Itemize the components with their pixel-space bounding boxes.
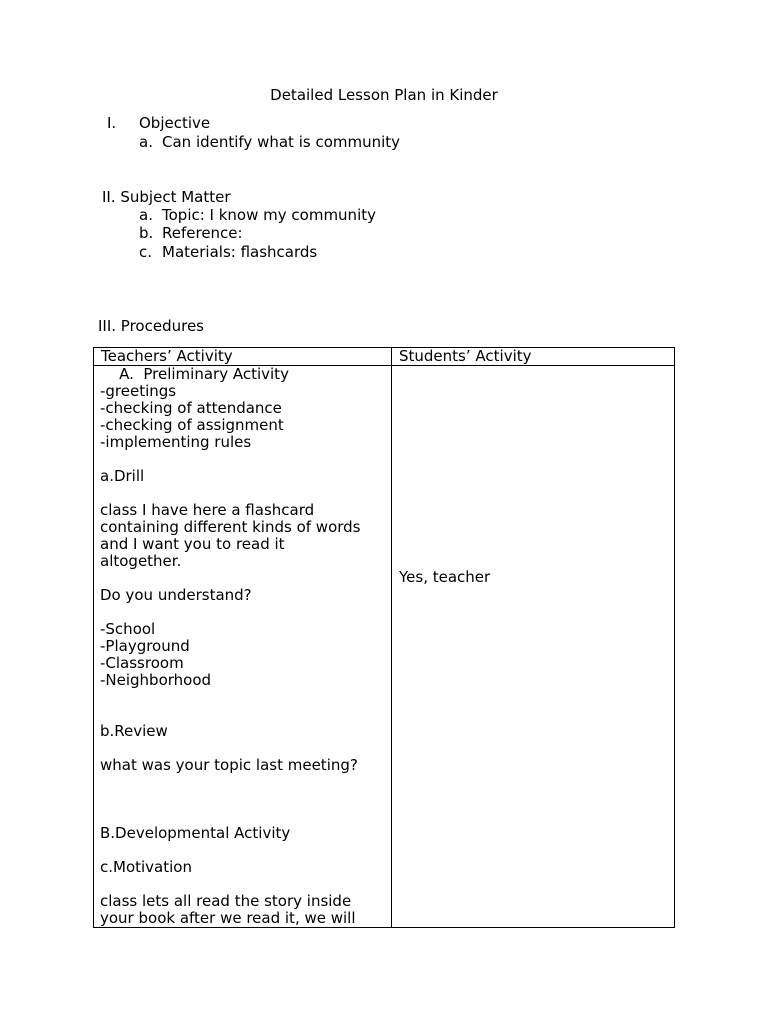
teacher-activity-line: class lets all read the story inside — [100, 892, 352, 910]
objective-item-marker: a. — [139, 133, 153, 151]
teachers-activity-cell — [94, 366, 392, 928]
subject-item-topic: Topic: I know my community — [162, 206, 376, 224]
teacher-activity-line: and I want you to read it — [100, 535, 285, 553]
objective-numeral: I. — [107, 114, 117, 132]
objective-item-text: Can identify what is community — [162, 133, 401, 151]
teacher-activity-line: -checking of attendance — [100, 399, 282, 417]
lesson-plan-title: Detailed Lesson Plan in Kinder — [270, 86, 498, 104]
teacher-activity-line: a.Drill — [100, 467, 145, 485]
subject-item-materials: Materials: flashcards — [162, 243, 318, 261]
teacher-activity-line: -checking of assignment — [100, 416, 284, 434]
subject-item-marker-a: a. — [139, 206, 153, 224]
teacher-activity-line: containing different kinds of words — [100, 518, 361, 536]
subject-item-marker-b: b. — [139, 224, 154, 242]
student-response: Yes, teacher — [399, 568, 491, 586]
teachers-activity-header: Teachers’ Activity — [94, 348, 392, 366]
teacher-activity-line: -Neighborhood — [100, 671, 212, 689]
subject-item-reference: Reference: — [162, 224, 243, 242]
students-activity-cell — [392, 366, 675, 928]
teacher-activity-line: -greetings — [100, 382, 177, 400]
teacher-activity-line: Do you understand? — [100, 586, 252, 604]
students-activity-header: Students’ Activity — [392, 348, 675, 366]
teacher-activity-line: what was your topic last meeting? — [100, 756, 358, 774]
subject-matter-heading: II. Subject Matter — [102, 188, 231, 206]
procedures-heading: III. Procedures — [98, 317, 204, 335]
teacher-activity-line: -Playground — [100, 637, 190, 655]
teacher-activity-line: -School — [100, 620, 156, 638]
procedures-table — [93, 347, 675, 928]
teacher-activity-line: b.Review — [100, 722, 168, 740]
teacher-activity-line: B.Developmental Activity — [100, 824, 291, 842]
teacher-activity-line: -Classroom — [100, 654, 184, 672]
teacher-activity-line: c.Motivation — [100, 858, 192, 876]
table-header-row — [94, 348, 675, 366]
teacher-activity-line: your book after we read it, we will — [100, 909, 356, 927]
table-body-row — [94, 366, 675, 928]
teacher-activity-line: altogether. — [100, 552, 182, 570]
teacher-activity-line: class I have here a flashcard — [100, 501, 315, 519]
objective-heading: Objective — [139, 114, 211, 132]
teacher-activity-line: -implementing rules — [100, 433, 252, 451]
teacher-activity-line: A. Preliminary Activity — [100, 365, 289, 383]
subject-item-marker-c: c. — [139, 243, 153, 261]
